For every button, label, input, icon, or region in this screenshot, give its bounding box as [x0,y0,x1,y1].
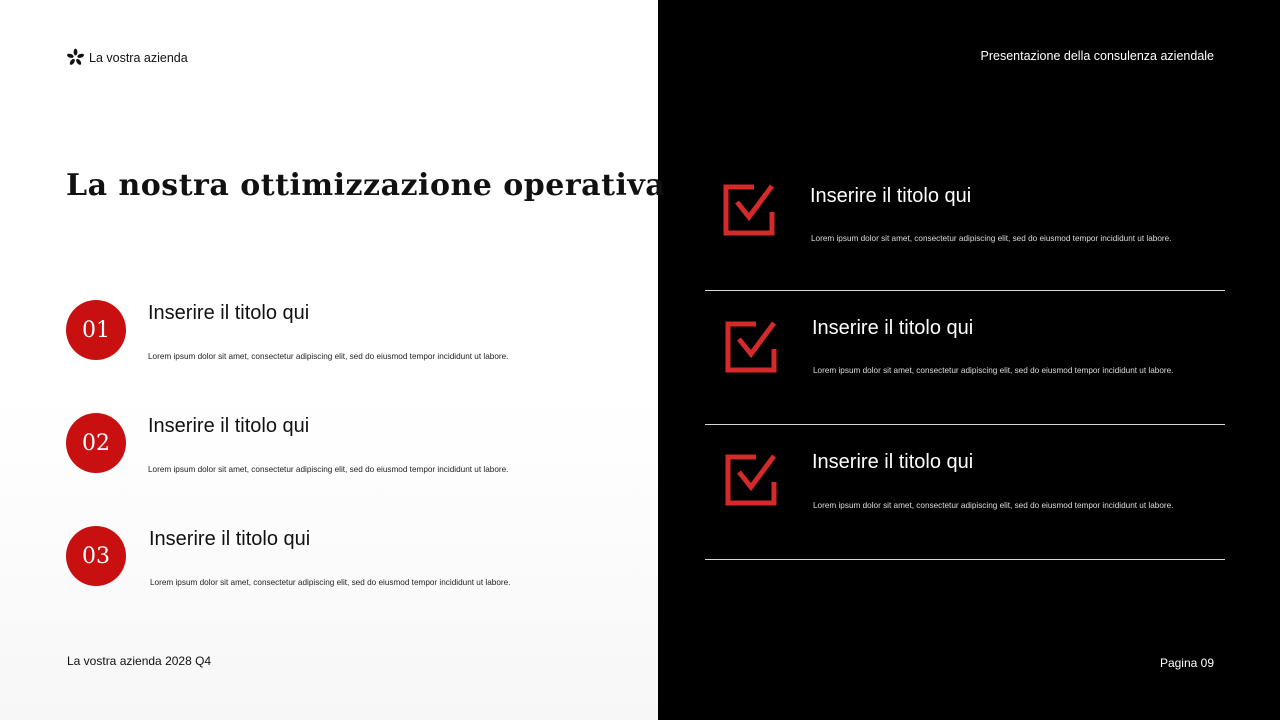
step-title: Inserire il titolo qui [148,415,310,437]
divider [705,559,1225,560]
step-number-badge [66,300,126,360]
step-number: 03 [82,543,110,569]
step-description: Lorem ipsum dolor sit amet, consectetur adipiscing elit, sed do eiusmod tempor incididunt ut labore. [150,578,511,587]
divider [705,424,1225,425]
check-description: Lorem ipsum dolor sit amet, consectetur adipiscing elit, sed do eiusmod tempor incididunt ut labore. [813,501,1174,510]
step-title: Inserire il titolo qui [148,302,310,324]
step-number-badge [66,526,126,586]
checkbox-checked-icon [724,452,780,508]
step-title: Inserire il titolo qui [149,528,311,550]
footer-company-period: La vostra azienda 2028 Q4 [67,654,212,668]
step-number: 02 [82,430,110,456]
page-title: La nostra ottimizzazione operativa [66,168,666,203]
step-item [66,413,626,493]
check-title: Inserire il titolo qui [812,451,974,473]
asterisk-flower-icon [66,48,85,67]
step-description: Lorem ipsum dolor sit amet, consectetur adipiscing elit, sed do eiusmod tempor incididunt ut labore. [148,465,509,474]
check-description: Lorem ipsum dolor sit amet, consectetur adipiscing elit, sed do eiusmod tempor incididunt ut labore. [813,366,1174,375]
brand [66,48,188,67]
page-number: Pagina 09 [1159,656,1214,670]
checkbox-checked-icon [722,182,778,238]
check-title: Inserire il titolo qui [810,185,972,207]
step-item [66,526,626,606]
step-number: 01 [82,317,110,343]
presentation-subtitle: Presentazione della consulenza aziendale [980,49,1214,63]
brand-name: La vostra azienda [89,50,188,65]
step-number-badge [66,413,126,473]
checkbox-checked-icon [724,319,780,375]
step-description: Lorem ipsum dolor sit amet, consectetur adipiscing elit, sed do eiusmod tempor incididunt ut labore. [148,352,509,361]
check-description: Lorem ipsum dolor sit amet, consectetur adipiscing elit, sed do eiusmod tempor incididunt ut labore. [811,234,1172,243]
step-item [66,300,626,380]
check-title: Inserire il titolo qui [812,317,974,339]
divider [705,290,1225,291]
